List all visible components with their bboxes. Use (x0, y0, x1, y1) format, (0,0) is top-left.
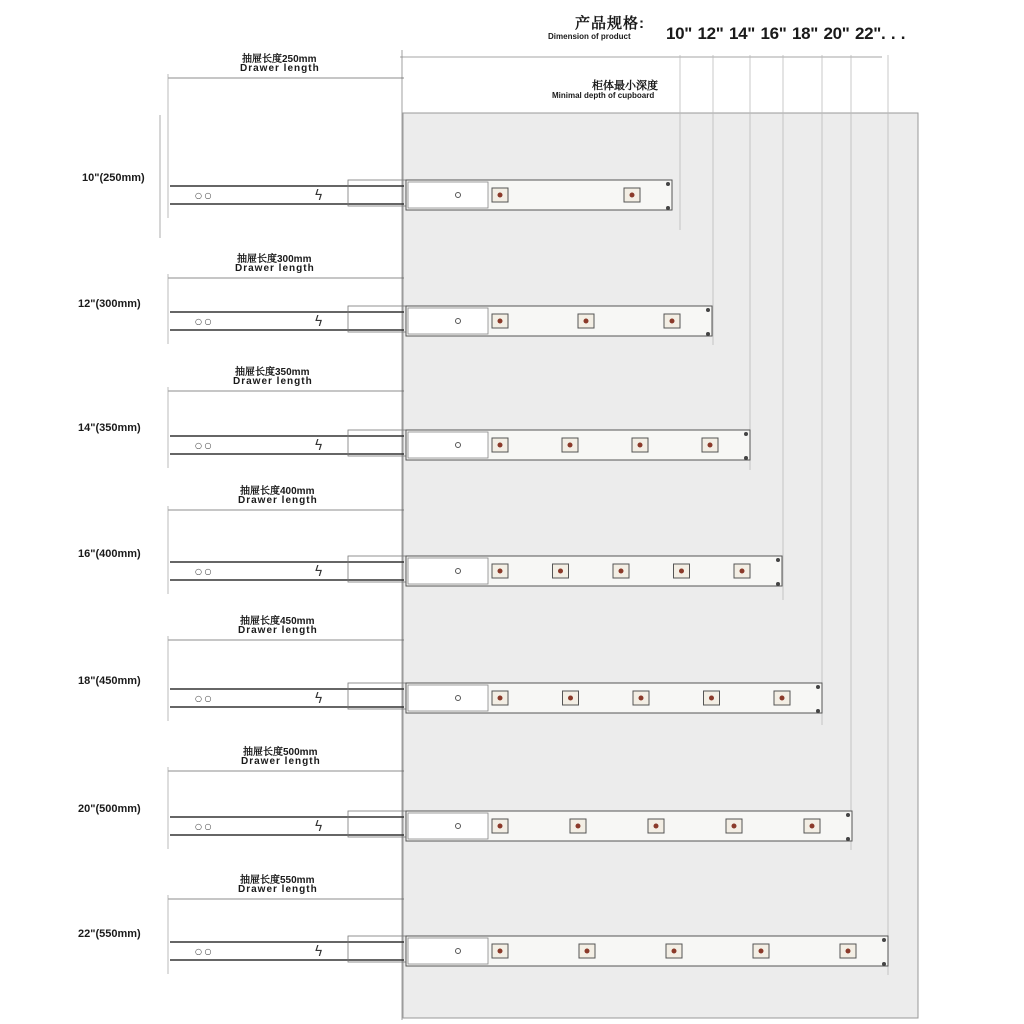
rail-holes: ○ ○ (195, 441, 212, 450)
rail-holes: ○ ○ (195, 947, 212, 956)
bracket-screw (672, 949, 677, 954)
slide-end-dot (706, 308, 710, 312)
drawer-length-cn: 抽屉长度500mm (243, 747, 318, 758)
rail-holes: ○ ○ (195, 191, 212, 200)
slide-front-block (348, 811, 408, 837)
slide-end-block (408, 558, 488, 584)
slide-end-dot (666, 182, 670, 186)
dimension-title-en: Dimension of product (548, 32, 631, 41)
row-size-label: 18"(450mm) (78, 675, 141, 687)
bracket-screw (846, 949, 851, 954)
slide-front-block (348, 556, 408, 582)
rail-holes: ○ ○ (195, 567, 212, 576)
bracket-screw (679, 569, 684, 574)
slide-end-dot (816, 685, 820, 689)
slide-end-dot (816, 709, 820, 713)
bracket-screw (585, 949, 590, 954)
slide-end-dot (776, 558, 780, 562)
drawer-length-en: Drawer length (241, 756, 321, 767)
slide-end-block (408, 182, 488, 208)
slide-end-dot (706, 332, 710, 336)
row-size-label: 14"(350mm) (78, 422, 141, 434)
row-size-label: 10"(250mm) (82, 172, 145, 184)
drawer-length-en: Drawer length (238, 495, 318, 506)
drawer-length-cn: 抽屉长度350mm (235, 367, 310, 378)
bracket-screw (498, 569, 503, 574)
bracket-screw (639, 696, 644, 701)
bracket-screw (498, 824, 503, 829)
bracket-screw (709, 696, 714, 701)
row-size-label: 20"(500mm) (78, 803, 141, 815)
bracket-screw (558, 569, 563, 574)
slide-front-block (348, 306, 408, 332)
slide-end-dot (846, 837, 850, 841)
slide-end-dot (882, 962, 886, 966)
slide-front-block (348, 683, 408, 709)
bracket-screw (810, 824, 815, 829)
bracket-screw (568, 696, 573, 701)
bracket-screw (670, 319, 675, 324)
row-size-label: 22"(550mm) (78, 928, 141, 940)
slide-front-block (348, 430, 408, 456)
slide-end-dot (846, 813, 850, 817)
bracket-screw (638, 443, 643, 448)
bracket-screw (654, 824, 659, 829)
slide-end-dot (744, 432, 748, 436)
bracket-screw (780, 696, 785, 701)
bracket-screw (568, 443, 573, 448)
drawer-length-en: Drawer length (238, 625, 318, 636)
drawer-length-en: Drawer length (233, 376, 313, 387)
drawer-length-cn: 抽屉长度250mm (242, 54, 317, 65)
slide-end-block (408, 685, 488, 711)
bracket-screw (498, 443, 503, 448)
slide-end-dot (666, 206, 670, 210)
row-size-label: 12"(300mm) (78, 298, 141, 310)
bracket-screw (498, 696, 503, 701)
bracket-screw (740, 569, 745, 574)
slide-end-block (408, 432, 488, 458)
break-symbol: ϟ (314, 438, 324, 454)
min-depth-title-cn: 柜体最小深度 (592, 80, 658, 92)
bracket-screw (708, 443, 713, 448)
break-symbol: ϟ (314, 314, 324, 330)
slide-front-block (348, 180, 408, 206)
drawer-length-en: Drawer length (238, 884, 318, 895)
drawer-length-cn: 抽屉长度550mm (240, 875, 315, 886)
bracket-screw (576, 824, 581, 829)
break-symbol: ϟ (314, 691, 324, 707)
slide-end-block (408, 938, 488, 964)
bracket-screw (630, 193, 635, 198)
slide-end-dot (744, 456, 748, 460)
break-symbol: ϟ (314, 944, 324, 960)
slide-front-block (348, 936, 408, 962)
drawer-length-en: Drawer length (235, 263, 315, 274)
bracket-screw (732, 824, 737, 829)
drawer-length-cn: 抽屉长度300mm (237, 254, 312, 265)
row-size-label: 16"(400mm) (78, 548, 141, 560)
slide-end-block (408, 308, 488, 334)
product-sizes: 10" 12" 14" 16" 18" 20" 22". . . (666, 24, 906, 43)
slide-end-dot (882, 938, 886, 942)
slide-end-block (408, 813, 488, 839)
bracket-screw (498, 193, 503, 198)
min-depth-title-en: Minimal depth of cupboard (552, 91, 655, 100)
break-symbol: ϟ (314, 819, 324, 835)
break-symbol: ϟ (314, 188, 324, 204)
bracket-screw (498, 319, 503, 324)
bracket-screw (759, 949, 764, 954)
rail-holes: ○ ○ (195, 694, 212, 703)
bracket-screw (584, 319, 589, 324)
drawer-length-en: Drawer length (240, 63, 320, 74)
bracket-screw (619, 569, 624, 574)
rail-holes: ○ ○ (195, 822, 212, 831)
drawer-length-cn: 抽屉长度400mm (240, 486, 315, 497)
bracket-screw (498, 949, 503, 954)
drawer-length-cn: 抽屉长度450mm (240, 616, 315, 627)
rail-holes: ○ ○ (195, 317, 212, 326)
break-symbol: ϟ (314, 564, 324, 580)
dimension-title-cn: 产品规格: (575, 15, 645, 32)
slide-end-dot (776, 582, 780, 586)
